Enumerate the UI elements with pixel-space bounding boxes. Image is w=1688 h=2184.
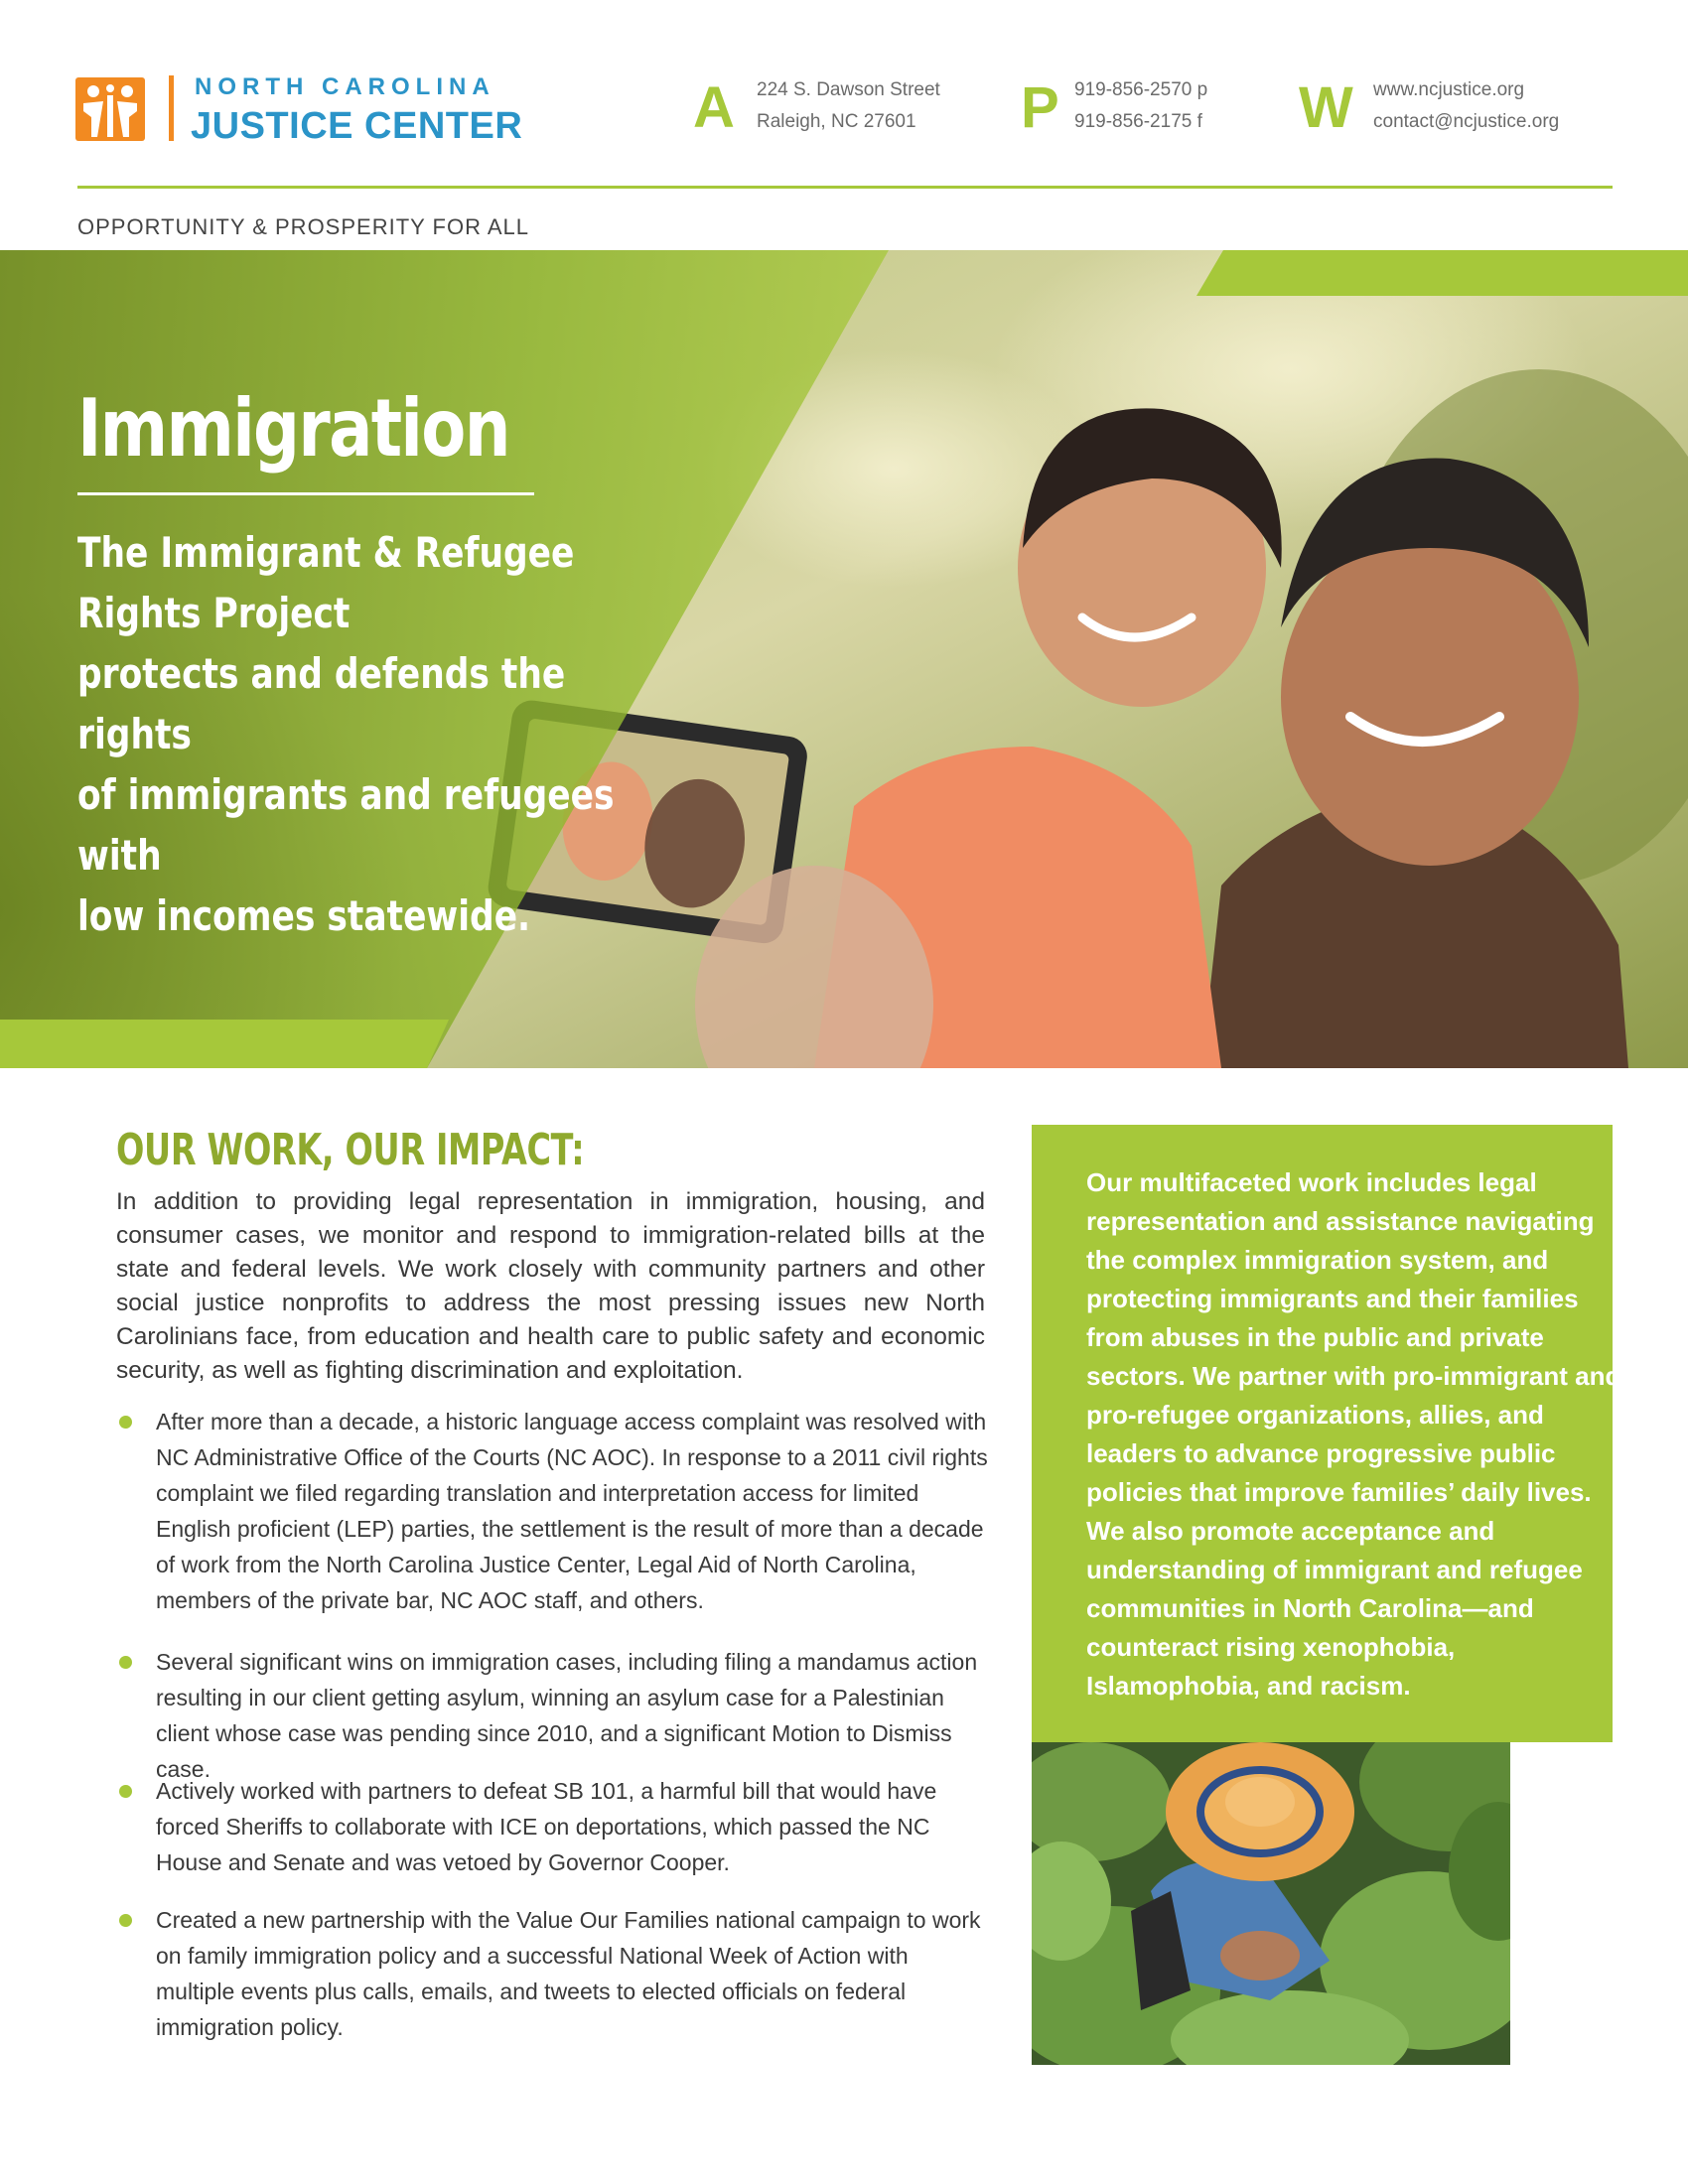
address-letter: A: [693, 75, 735, 140]
phone-letter: P: [1021, 75, 1059, 140]
sidebar-text: Our multifaceted work includes legal representation and assistance navigating the complex immigration system, and protecting immigrants and their families from abuses in the public and private sectors. We partner with pro-immigrant and pro-refugee organizations, allies, and leaders to advance progressive public policies that improve families’ daily lives. We also promote acceptance and understanding of immigrant and refugee communities in North Carolina—and counteract rising xenophobia, Islamophobia, and racism.: [1086, 1167, 1621, 1701]
list-item-text: Several significant wins on immigration cases, including filing a mandamus action resulting in our client getting asylum, winning an asylum case for a Palestinian client whose case was pending since 2010, and a significant Motion to Dismiss case.: [156, 1649, 978, 1782]
bullet-icon: [119, 1416, 132, 1429]
list-item-text: Created a new partnership with the Value Our Families national campaign to work on family immigration policy and a successful National Week of Action with multiple events plus calls, emails, and tweets to elected officials on federal immigration policy.: [156, 1907, 981, 2040]
web-block: [1373, 74, 1559, 138]
impact-list: [116, 1404, 990, 1618]
header-divider: [77, 186, 1613, 189]
hero-subtitle-line: The Immigrant & Refugee Rights Project: [77, 528, 575, 637]
intro-paragraph: In addition to providing legal representation in immigration, housing, and consumer cases, we monitor and respond to immigration-related bills at the state and federal levels. We work closely with community partners and other social justice nonprofits to address the most pressing issues new North Carolinians face, from education and health care to public safety and economic security, as well as fighting discrimination and exploitation.: [116, 1188, 985, 1384]
impact-list: [116, 1902, 990, 2045]
tagline: OPPORTUNITY & PROSPERITY FOR ALL: [77, 214, 530, 239]
hero-subtitle-line: protects and defends the rights: [77, 649, 566, 758]
hero-subtitle-line: of immigrants and refugees with: [77, 770, 615, 880]
email-link[interactable]: contact@ncjustice.org: [1373, 111, 1560, 132]
logo-icon: [75, 77, 145, 141]
bullet-icon: [119, 1656, 132, 1669]
web-letter: W: [1299, 75, 1353, 140]
farmworker-photo: [1032, 1742, 1510, 2065]
address-line1: 224 S. Dawson Street: [757, 79, 940, 100]
impact-list: [116, 1773, 990, 1880]
hero-top-notch: [0, 250, 1196, 296]
address-block: [757, 74, 940, 138]
logo-text-top: NORTH CAROLINA: [195, 73, 495, 100]
bullet-icon: [119, 1785, 132, 1798]
phone-block: [1074, 74, 1207, 138]
hero-subtitle-line: low incomes statewide.: [77, 891, 531, 940]
section-heading: OUR WORK, OUR IMPACT:: [116, 1125, 585, 1175]
list-item: [116, 1404, 990, 1618]
hero-subtitle: [77, 522, 663, 946]
phone-number: 919-856-2570 p: [1074, 79, 1208, 100]
website-link[interactable]: www.ncjustice.org: [1373, 79, 1525, 100]
fax-number: 919-856-2175 f: [1074, 111, 1202, 132]
logo-text-bottom: JUSTICE CENTER: [191, 105, 523, 147]
list-item-text: Actively worked with partners to defeat SB 101, a harmful bill that would have forced Sheriffs to collaborate with ICE on deportations, which passed the NC House and Senate and was vetoed by Governor Cooper.: [156, 1778, 937, 1875]
bullet-icon: [119, 1914, 132, 1927]
list-item: [116, 1644, 990, 1787]
impact-list: [116, 1644, 990, 1787]
hero-title-underline: [77, 492, 534, 495]
list-item-text: After more than a decade, a historic language access complaint was resolved with NC Administrative Office of the Courts (NC AOC). In response to a 2011 civil rights complaint we filed regarding translation and interpretation access for limited English proficient (LEP) parties, the settlement is the result of more than a decade of work from the North Carolina Justice Center, Legal Aid of North Carolina, members of the private bar, NC AOC staff, and others.: [156, 1409, 988, 1613]
logo-divider: [169, 75, 174, 141]
list-item: [116, 1773, 990, 1880]
list-item: [116, 1902, 990, 2045]
address-line2: Raleigh, NC 27601: [757, 111, 916, 132]
hero-title: Immigration: [77, 382, 509, 475]
